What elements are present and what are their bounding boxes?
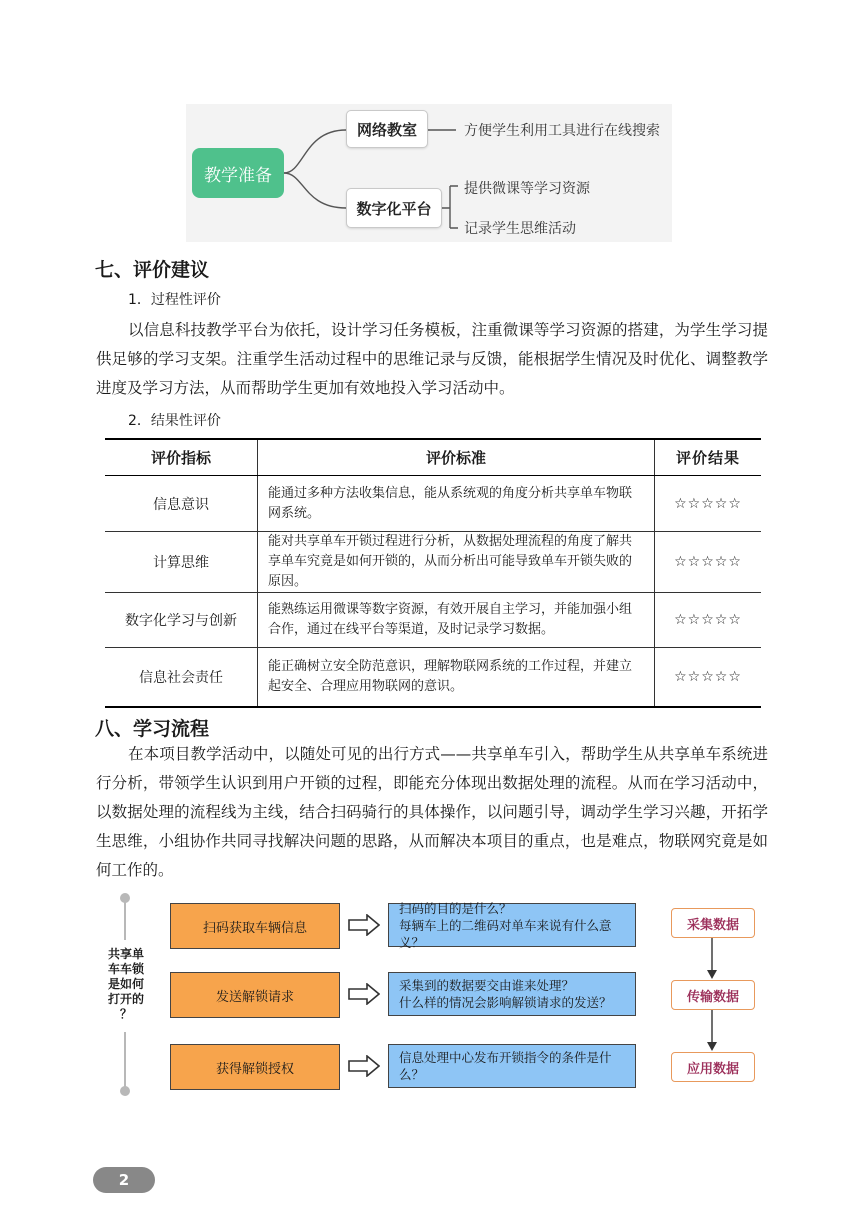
mindmap-leaf: 方便学生利用工具进行在线搜索 (464, 123, 660, 139)
table-cell: 计算思维 (105, 532, 258, 593)
flow-action-box: 扫码获取车辆信息 (170, 903, 340, 949)
table-row (105, 648, 761, 707)
table-header: 评价指标 (105, 439, 258, 476)
mindmap-branch-digital-platform: 数字化平台 (346, 188, 442, 228)
flow-side-title (104, 947, 148, 1022)
mindmap-leaf: 记录学生思维活动 (464, 221, 576, 237)
mindmap-branch-network-classroom: 网络教室 (346, 110, 428, 148)
page-number: 2 (93, 1167, 155, 1193)
table-cell: 信息意识 (105, 476, 258, 532)
rating-stars: ☆☆☆☆☆ (655, 593, 762, 648)
flow-question: 扫码的目的是什么？ (399, 900, 512, 916)
flow-question: 每辆车上的二维码对单车来说有什么意义？ (399, 917, 612, 950)
subsection-heading: 2．结果性评价 (128, 413, 221, 429)
table-cell: 数字化学习与创新 (105, 593, 258, 648)
rating-stars: ☆☆☆☆☆ (655, 532, 762, 593)
timeline-line (124, 1032, 126, 1088)
right-arrow-icon (348, 983, 380, 1005)
table-header: 评价标准 (258, 439, 655, 476)
rating-stars: ☆☆☆☆☆ (655, 648, 762, 707)
table-row (105, 593, 761, 648)
flow-question: 什么样的情况会影响解锁请求的发送？ (399, 995, 612, 1010)
table-header-row (105, 439, 761, 476)
flow-side-title-line: 打开的 (107, 992, 144, 1006)
flow-question: 信息处理中心发布开锁指令的条件是什么？ (399, 1050, 612, 1082)
stage-collect-data: 采集数据 (671, 908, 755, 938)
flow-side-title-line: ？ (119, 1007, 132, 1021)
rating-stars: ☆☆☆☆☆ (655, 476, 762, 532)
table-cell: 能通过多种方法收集信息，能从系统观的角度分析共享单车物联网系统。 (258, 476, 655, 532)
flow-question-box (388, 900, 636, 950)
down-arrow-icon (705, 938, 719, 980)
stage-transmit-data: 传输数据 (671, 980, 755, 1010)
flow-question: 采集到的数据要交由谁来处理？ (399, 978, 575, 993)
table-cell: 能正确树立安全防范意识，理解物联网系统的工作过程，并建立起安全、合理应用物联网的意识。 (258, 648, 655, 707)
evaluation-table (105, 438, 761, 708)
stage-apply-data: 应用数据 (671, 1052, 755, 1082)
table-header: 评价结果 (655, 439, 762, 476)
flow-side-title-line: 是如何 (107, 977, 144, 991)
flow-side-title-line: 车车锁 (107, 962, 144, 976)
subsection-heading: 1．过程性评价 (128, 292, 221, 308)
mindmap-root: 教学准备 (192, 148, 284, 198)
timeline-line (124, 900, 126, 940)
flow-action-box: 获得解锁授权 (170, 1044, 340, 1090)
timeline-dot (120, 1086, 130, 1096)
table-cell: 信息社会责任 (105, 648, 258, 707)
paragraph: 以信息科技教学平台为依托，设计学习任务模板，注重微课等学习资源的搭建，为学生学习提供足够的学习支架。注重学生活动过程中的思维记录与反馈，能根据学生情况及时优化、调整教学进度及学习方法，从而帮助学生更加有效地投入学习活动中。 (96, 321, 768, 397)
right-arrow-icon (348, 914, 380, 936)
paragraph: 在本项目教学活动中，以随处可见的出行方式——共享单车引入，帮助学生从共享单车系统进行分析，带领学生认识到用户开锁的过程，即能充分体现出数据处理的流程。从而在学习活动中，以数据处理的流程线为主线，结合扫码骑行的具体操作，以问题引导，调动学生学习兴趣，开拓学生思维，小组协作共同寻找解决问题的思路，从而解决本项目的重点，也是难点，物联网究竟是如何工作的。 (96, 745, 768, 879)
table-cell: 能熟练运用微课等数字资源，有效开展自主学习，并能加强小组合作，通过在线平台等渠道，及时记录学习数据。 (258, 593, 655, 648)
flow-side-title-line: 共享单 (107, 947, 144, 961)
flow-question-box (388, 1044, 636, 1088)
mindmap-teaching-preparation (186, 104, 672, 242)
flow-action-box: 发送解锁请求 (170, 972, 340, 1018)
table-cell: 能对共享单车开锁过程进行分析，从数据处理流程的角度了解共享单车究竟是如何开锁的，从而分析出可能导致单车开锁失败的原因。 (258, 532, 655, 593)
down-arrow-icon (705, 1010, 719, 1052)
flow-question-box (388, 972, 636, 1016)
right-arrow-icon (348, 1055, 380, 1077)
section-heading: 八、学习流程 (95, 718, 210, 740)
section-heading: 七、评价建议 (95, 259, 210, 281)
mindmap-leaf: 提供微课等学习资源 (464, 181, 590, 197)
table-row (105, 532, 761, 593)
table-row (105, 476, 761, 532)
